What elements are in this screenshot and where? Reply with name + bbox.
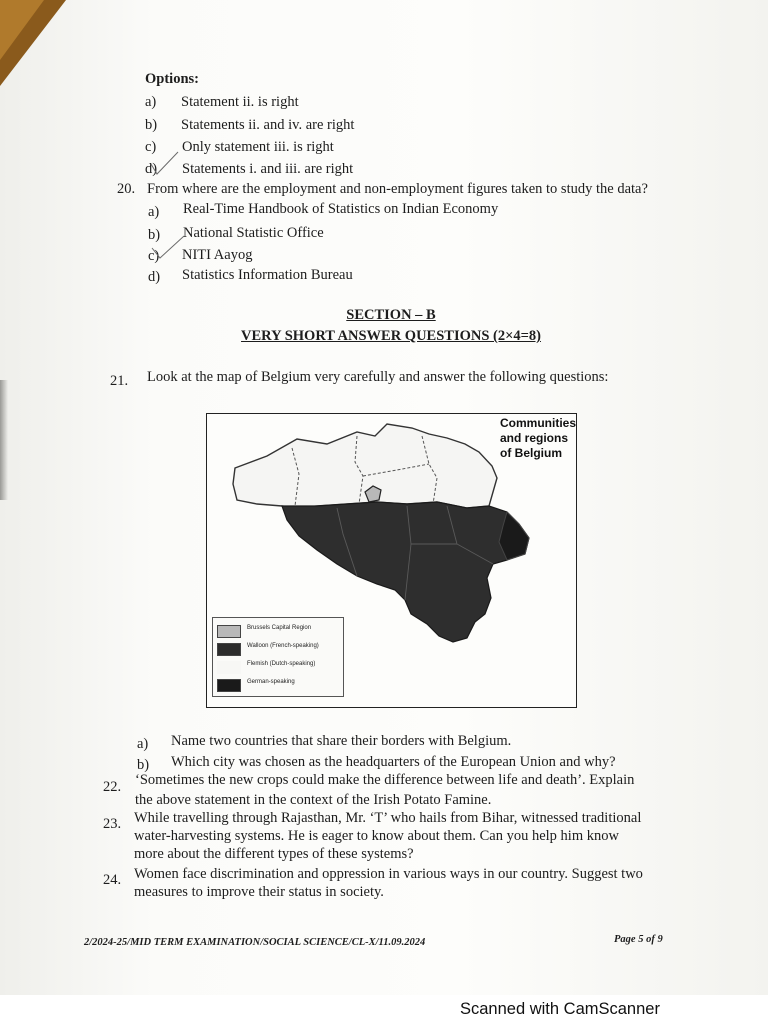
legend-label: Walloon (French-speaking) bbox=[247, 643, 319, 649]
question-text: While travelling through Rajasthan, Mr. ‘T’ who hails from Bihar, witnessed traditional bbox=[134, 810, 642, 826]
legend-swatch bbox=[217, 679, 241, 692]
question-text: Look at the map of Belgium very carefully and answer the following questions: bbox=[147, 369, 609, 385]
question-text: ‘Sometimes the new crops could make the difference between life and death’. Explain bbox=[135, 772, 635, 788]
pencil-tick-mark bbox=[148, 150, 188, 180]
option-letter: c) bbox=[145, 139, 157, 155]
sub-question-text: Which city was chosen as the headquarters of the European Union and why? bbox=[171, 754, 616, 770]
section-subtitle: VERY SHORT ANSWER QUESTIONS (2×4=8) bbox=[241, 328, 541, 344]
belgium-map-figure bbox=[206, 413, 577, 708]
option-letter: c) bbox=[148, 248, 160, 264]
option-text: National Statistic Office bbox=[183, 225, 324, 241]
question-number: 23. bbox=[103, 816, 122, 832]
question-number: 22. bbox=[103, 779, 122, 795]
question-text: water-harvesting systems. He is eager to know about them. Can you help him know bbox=[134, 828, 619, 844]
question-text: measures to improve their status in society. bbox=[134, 884, 384, 900]
option-text: Real-Time Handbook of Statistics on Indian Economy bbox=[183, 201, 499, 217]
option-letter: a) bbox=[148, 204, 160, 220]
option-letter: b) bbox=[148, 227, 161, 243]
section-title: SECTION – B bbox=[346, 307, 436, 323]
option-text: Statistics Information Bureau bbox=[182, 267, 353, 283]
question-text: Women face discrimination and oppression in various ways in our country. Suggest two bbox=[134, 866, 643, 882]
page-edge-shadow bbox=[0, 380, 8, 500]
question-number: 24. bbox=[103, 872, 122, 888]
option-letter: b) bbox=[145, 117, 158, 133]
legend-label: Brussels Capital Region bbox=[247, 625, 312, 631]
option-text: NITI Aayog bbox=[182, 247, 253, 263]
question-number: 21. bbox=[110, 373, 129, 389]
sub-question-letter: b) bbox=[137, 757, 150, 773]
legend-label: German-speaking bbox=[247, 679, 295, 685]
map-legend bbox=[212, 617, 344, 697]
option-letter: d) bbox=[145, 161, 158, 177]
question-number: 20. bbox=[117, 181, 136, 197]
desk-corner-highlight bbox=[0, 0, 44, 60]
option-text: Only statement iii. is right bbox=[182, 139, 334, 155]
option-text: Statements ii. and iv. are right bbox=[181, 117, 355, 133]
question-text: From where are the employment and non-employment figures taken to study the data? bbox=[147, 181, 648, 197]
legend-swatch bbox=[217, 643, 241, 656]
flemish-region bbox=[233, 424, 497, 508]
sub-question-text: Name two countries that share their borders with Belgium. bbox=[171, 733, 512, 749]
option-text: Statements i. and iii. are right bbox=[182, 161, 354, 177]
pencil-tick-mark bbox=[150, 232, 190, 262]
map-title: Communities and regions of Belgium bbox=[500, 416, 577, 460]
question-text: more about the different types of these systems? bbox=[134, 846, 414, 862]
exam-code-footer: 2/2024-25/MID TERM EXAMINATION/SOCIAL SCIENCE/CL-X/11.09.2024 bbox=[84, 937, 426, 948]
option-letter: d) bbox=[148, 269, 161, 285]
legend-swatch bbox=[217, 625, 241, 638]
camscanner-watermark: Scanned with CamScanner bbox=[460, 1000, 660, 1018]
option-text: Statement ii. is right bbox=[181, 94, 299, 110]
legend-swatch bbox=[217, 661, 241, 674]
sub-question-letter: a) bbox=[137, 736, 149, 752]
question-text: the above statement in the context of the Irish Potato Famine. bbox=[135, 792, 492, 808]
legend-label: Flemish (Dutch-speaking) bbox=[247, 661, 316, 667]
page-number: Page 5 of 9 bbox=[614, 934, 663, 945]
option-letter: a) bbox=[145, 94, 157, 110]
options-heading: Options: bbox=[145, 71, 199, 87]
